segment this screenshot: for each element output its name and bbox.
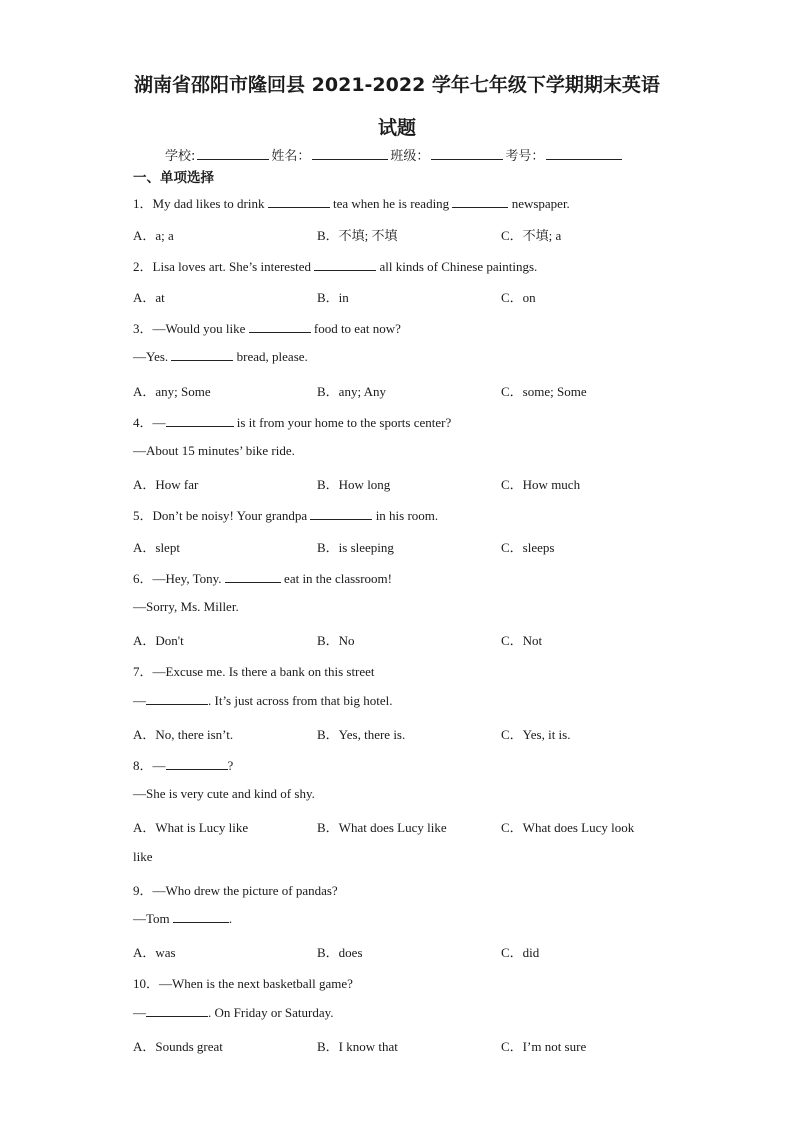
option-c[interactable]: C．How much (501, 477, 581, 492)
student-info-row (165, 145, 624, 164)
option-c[interactable]: C．What does Lucy look (501, 820, 635, 835)
answer-blank (166, 415, 234, 427)
option-a[interactable]: A．any; Some (133, 384, 211, 399)
option-a[interactable]: A．What is Lucy like (133, 820, 249, 835)
option-a[interactable]: A．at (133, 290, 165, 305)
option-c[interactable]: C．不填; a (501, 228, 562, 243)
question-3-response: —Yes. bread, please. (133, 349, 308, 364)
answer-blank (249, 321, 311, 333)
question-1: 1．My dad likes to drink tea when he is reading newspaper. (133, 196, 570, 211)
answer-blank (310, 508, 372, 520)
option-b[interactable]: B．does (317, 945, 363, 960)
answer-blank (166, 758, 228, 770)
option-b[interactable]: B．How long (317, 477, 391, 492)
option-a[interactable]: A．No, there isn’t. (133, 727, 234, 742)
exam-no-label: 考号： (505, 149, 545, 164)
question-6-response: —Sorry, Ms. Miller. (133, 599, 239, 614)
option-a[interactable]: A．Don't (133, 633, 184, 648)
option-c[interactable]: C．Not (501, 633, 543, 648)
option-b[interactable]: B．I know that (317, 1039, 398, 1054)
answer-blank (268, 196, 330, 208)
question-8-response: —She is very cute and kind of shy. (133, 786, 315, 801)
option-b[interactable]: B．is sleeping (317, 540, 394, 555)
question-10-response: — . On Friday or Saturday. (133, 1005, 334, 1020)
question-6: 6．—Hey, Tony. eat in the classroom! (133, 571, 392, 586)
answer-blank (452, 196, 508, 208)
school-label: 学校: (165, 149, 196, 164)
option-b[interactable]: B．No (317, 633, 355, 648)
question-7: 7．—Excuse me. Is there a bank on this street (133, 664, 375, 679)
question-8: 8．— ? (133, 758, 234, 773)
option-c[interactable]: C．sleeps (501, 540, 555, 555)
class-blank[interactable] (431, 147, 503, 160)
option-c[interactable]: C．some; Some (501, 384, 587, 399)
option-a[interactable]: A．Sounds great (133, 1039, 223, 1054)
class-label: 班级： (390, 149, 430, 164)
answer-blank (171, 349, 233, 361)
question-4-response: —About 15 minutes’ bike ride. (133, 443, 295, 458)
option-b[interactable]: B．any; Any (317, 384, 386, 399)
answer-blank (146, 1005, 208, 1017)
question-9: 9．—Who drew the picture of pandas? (133, 883, 338, 898)
option-b[interactable]: B．不填; 不填 (317, 228, 398, 243)
exam-title-line2: 试题 (377, 117, 416, 139)
option-a[interactable]: A．slept (133, 540, 180, 555)
answer-blank (173, 911, 229, 923)
question-5: 5．Don’t be noisy! Your grandpa in his room. (133, 508, 439, 523)
question-3: 3．—Would you like food to eat now? (133, 321, 401, 336)
answer-blank (146, 693, 208, 705)
option-b[interactable]: B．What does Lucy like (317, 820, 447, 835)
option-c[interactable]: C．did (501, 945, 540, 960)
option-c[interactable]: C．I’m not sure (501, 1039, 587, 1054)
question-9-response: —Tom . (133, 911, 233, 926)
name-label: 姓名： (271, 149, 311, 164)
answer-blank (225, 571, 281, 583)
section-title: 一、单项选择 (133, 170, 214, 186)
option-a[interactable]: A．How far (133, 477, 199, 492)
option-c[interactable]: C．on (501, 290, 536, 305)
option-b[interactable]: B．in (317, 290, 349, 305)
answer-blank (314, 259, 376, 271)
question-10: 10．—When is the next basketball game? (133, 976, 353, 991)
option-c[interactable]: C．Yes, it is. (501, 727, 571, 742)
option-a[interactable]: A．was (133, 945, 176, 960)
option-b[interactable]: B．Yes, there is. (317, 727, 406, 742)
option-c-wrap: like (133, 849, 153, 864)
exam-title-line1: 湖南省邵阳市隆回县 2021-2022 学年七年级下学期期末英语 (134, 74, 660, 96)
question-2: 2．Lisa loves art. She’s interested all kinds of Chinese paintings. (133, 259, 538, 274)
name-blank[interactable] (312, 147, 388, 160)
exam-no-blank[interactable] (546, 147, 622, 160)
question-4: 4．— is it from your home to the sports center? (133, 415, 452, 430)
school-blank[interactable] (197, 147, 269, 160)
question-7-response: — . It’s just across from that big hotel. (133, 693, 393, 708)
option-a[interactable]: A．a; a (133, 228, 174, 243)
